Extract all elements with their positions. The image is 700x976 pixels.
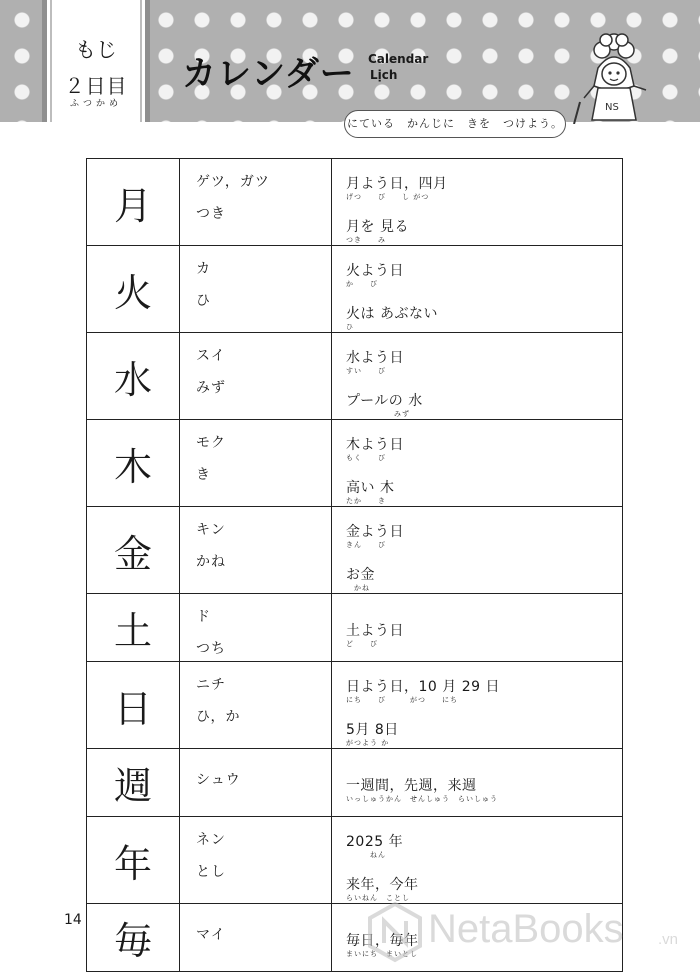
- kanji-cell: [87, 333, 180, 420]
- example-word: [346, 216, 622, 245]
- example-text: 木よう日: [346, 437, 404, 453]
- reading-cell: [180, 904, 332, 972]
- kanji-cell: [87, 507, 180, 594]
- example-text: 水よう日: [346, 350, 404, 366]
- kanji-cell: [87, 662, 180, 749]
- kanji-reading: き: [196, 467, 211, 483]
- example-ruby: もく び: [346, 454, 386, 462]
- example-word: [346, 521, 622, 550]
- example-cell: [332, 246, 623, 333]
- example-text: 月よう日，四月: [346, 176, 448, 192]
- example-text: 5月 8日: [346, 722, 399, 738]
- example-cell: [332, 507, 623, 594]
- example-text: 金よう日: [346, 524, 404, 540]
- kanji-reading: ネン: [196, 832, 226, 848]
- reading-cell: [180, 749, 332, 817]
- table-row: [87, 817, 623, 904]
- kanji-reading: シュウ: [196, 772, 241, 788]
- watermark-suffix: .vn: [658, 931, 679, 948]
- title-english: Calendar: [368, 52, 429, 66]
- kanji-character: 土: [113, 609, 152, 653]
- example-ruby: らいねん ことし: [346, 894, 410, 902]
- example-word: [346, 620, 622, 649]
- example-ruby: ねん: [346, 851, 386, 859]
- mascot-illustration: [572, 28, 656, 124]
- kanji-cell: [87, 749, 180, 817]
- kanji-reading: ひ: [196, 293, 211, 309]
- example-text: 日よう日，10 月 29 日: [346, 679, 500, 695]
- table-row: [87, 749, 623, 817]
- example-word: [346, 303, 622, 332]
- kanji-character: 毎: [113, 919, 152, 963]
- day-label: ２日目: [64, 74, 128, 98]
- kanji-character: 月: [113, 183, 152, 228]
- kanji-character: 日: [113, 686, 152, 731]
- example-word: [346, 564, 622, 593]
- example-text: 土よう日: [346, 623, 404, 639]
- example-word: [346, 347, 622, 376]
- kanji-reading: ド: [196, 609, 211, 625]
- example-ruby: にち び がつ にち: [346, 696, 458, 704]
- example-ruby: すい び: [346, 367, 386, 375]
- example-word: [346, 874, 622, 903]
- example-cell: [332, 420, 623, 507]
- kanji-cell: [87, 594, 180, 662]
- example-ruby: かね: [346, 584, 370, 592]
- reading-cell: [180, 507, 332, 594]
- example-word: [346, 775, 622, 804]
- kanji-character: 火: [113, 270, 152, 315]
- example-text: 高い 木: [346, 480, 395, 496]
- example-ruby: たか き: [346, 497, 386, 505]
- kanji-reading: つき: [196, 206, 226, 222]
- kanji-reading: キン: [196, 522, 226, 538]
- example-ruby: ひ: [346, 323, 354, 331]
- example-ruby: つき み: [346, 236, 386, 244]
- watermark-logo-icon: [366, 901, 424, 963]
- kanji-reading: スイ: [196, 348, 226, 364]
- example-text: 火は あぶない: [346, 306, 438, 322]
- example-text: 月を 見る: [346, 219, 409, 235]
- kanji-cell: [87, 904, 180, 972]
- example-word: [346, 831, 622, 860]
- example-text: 火よう日: [346, 263, 404, 279]
- page-title: カレンダー: [182, 54, 355, 94]
- example-cell: [332, 594, 623, 662]
- example-ruby: まいにち まいとし: [346, 950, 418, 958]
- example-text: 毎日，毎年: [346, 933, 419, 949]
- kanji-character: 木: [113, 444, 152, 489]
- kanji-character: 金: [113, 531, 152, 576]
- mascot-badge: NS: [605, 102, 619, 113]
- kanji-reading: ニチ: [196, 677, 226, 693]
- watermark-text: NetaBooks: [428, 907, 624, 951]
- reading-cell: [180, 817, 332, 904]
- example-word: [346, 173, 622, 202]
- example-ruby: がつよう か: [346, 739, 390, 747]
- table-row: [87, 246, 623, 333]
- reading-cell: [180, 420, 332, 507]
- kanji-reading: ゲツ，ガツ: [196, 174, 270, 190]
- example-ruby: か び: [346, 280, 378, 288]
- kanji-cell: [87, 159, 180, 246]
- kanji-table: [86, 158, 623, 972]
- kanji-reading: カ: [196, 261, 211, 277]
- kanji-cell: [87, 817, 180, 904]
- kanji-reading: つち: [196, 641, 226, 657]
- example-cell: [332, 662, 623, 749]
- table-row: [87, 333, 623, 420]
- watermark: [366, 901, 690, 963]
- example-word: [346, 434, 622, 463]
- reading-cell: [180, 594, 332, 662]
- example-ruby: いっしゅうかん せんしゅう らいしゅう: [346, 795, 498, 803]
- example-text: 2025 年: [346, 834, 404, 850]
- table-row: [87, 159, 623, 246]
- example-word: [346, 719, 622, 748]
- kanji-reading: マイ: [196, 927, 226, 943]
- kanji-reading: モク: [196, 435, 226, 451]
- instruction-bubble: にている かんじに きを つけよう。: [344, 110, 566, 138]
- day-ruby: ふつかめ: [69, 99, 122, 109]
- reading-cell: [180, 159, 332, 246]
- example-ruby: きん び: [346, 541, 386, 549]
- title-vietnamese: Lịch: [370, 68, 398, 82]
- kanji-reading: とし: [196, 864, 226, 880]
- category-label: もじ: [75, 38, 117, 62]
- example-cell: [332, 159, 623, 246]
- example-word: [346, 477, 622, 506]
- kanji-cell: [87, 420, 180, 507]
- kanji-reading: ひ，か: [196, 709, 241, 725]
- table-row: [87, 594, 623, 662]
- kanji-character: 水: [113, 357, 152, 402]
- reading-cell: [180, 333, 332, 420]
- kanji-reading: みず: [196, 380, 226, 396]
- example-ruby: みず: [346, 410, 410, 418]
- example-text: 来年，今年: [346, 877, 419, 893]
- reading-cell: [180, 246, 332, 333]
- example-word: [346, 676, 622, 705]
- example-word: [346, 260, 622, 289]
- example-word: [346, 390, 622, 419]
- table-row: [87, 507, 623, 594]
- example-cell: [332, 333, 623, 420]
- kanji-character: 年: [113, 841, 152, 886]
- page-number: 14: [64, 912, 82, 928]
- example-cell: [332, 749, 623, 817]
- kanji-cell: [87, 246, 180, 333]
- kanji-reading: かね: [196, 554, 226, 570]
- example-text: プールの 水: [346, 393, 423, 409]
- example-text: 一週間，先週，来週: [346, 778, 477, 794]
- example-ruby: げつ び し がつ: [346, 193, 430, 201]
- example-cell: [332, 817, 623, 904]
- table-row: [87, 420, 623, 507]
- table-row: [87, 662, 623, 749]
- reading-cell: [180, 662, 332, 749]
- lesson-label: [42, 0, 150, 122]
- example-ruby: ど び: [346, 640, 378, 648]
- kanji-character: 週: [113, 764, 152, 808]
- example-text: お金: [346, 567, 375, 583]
